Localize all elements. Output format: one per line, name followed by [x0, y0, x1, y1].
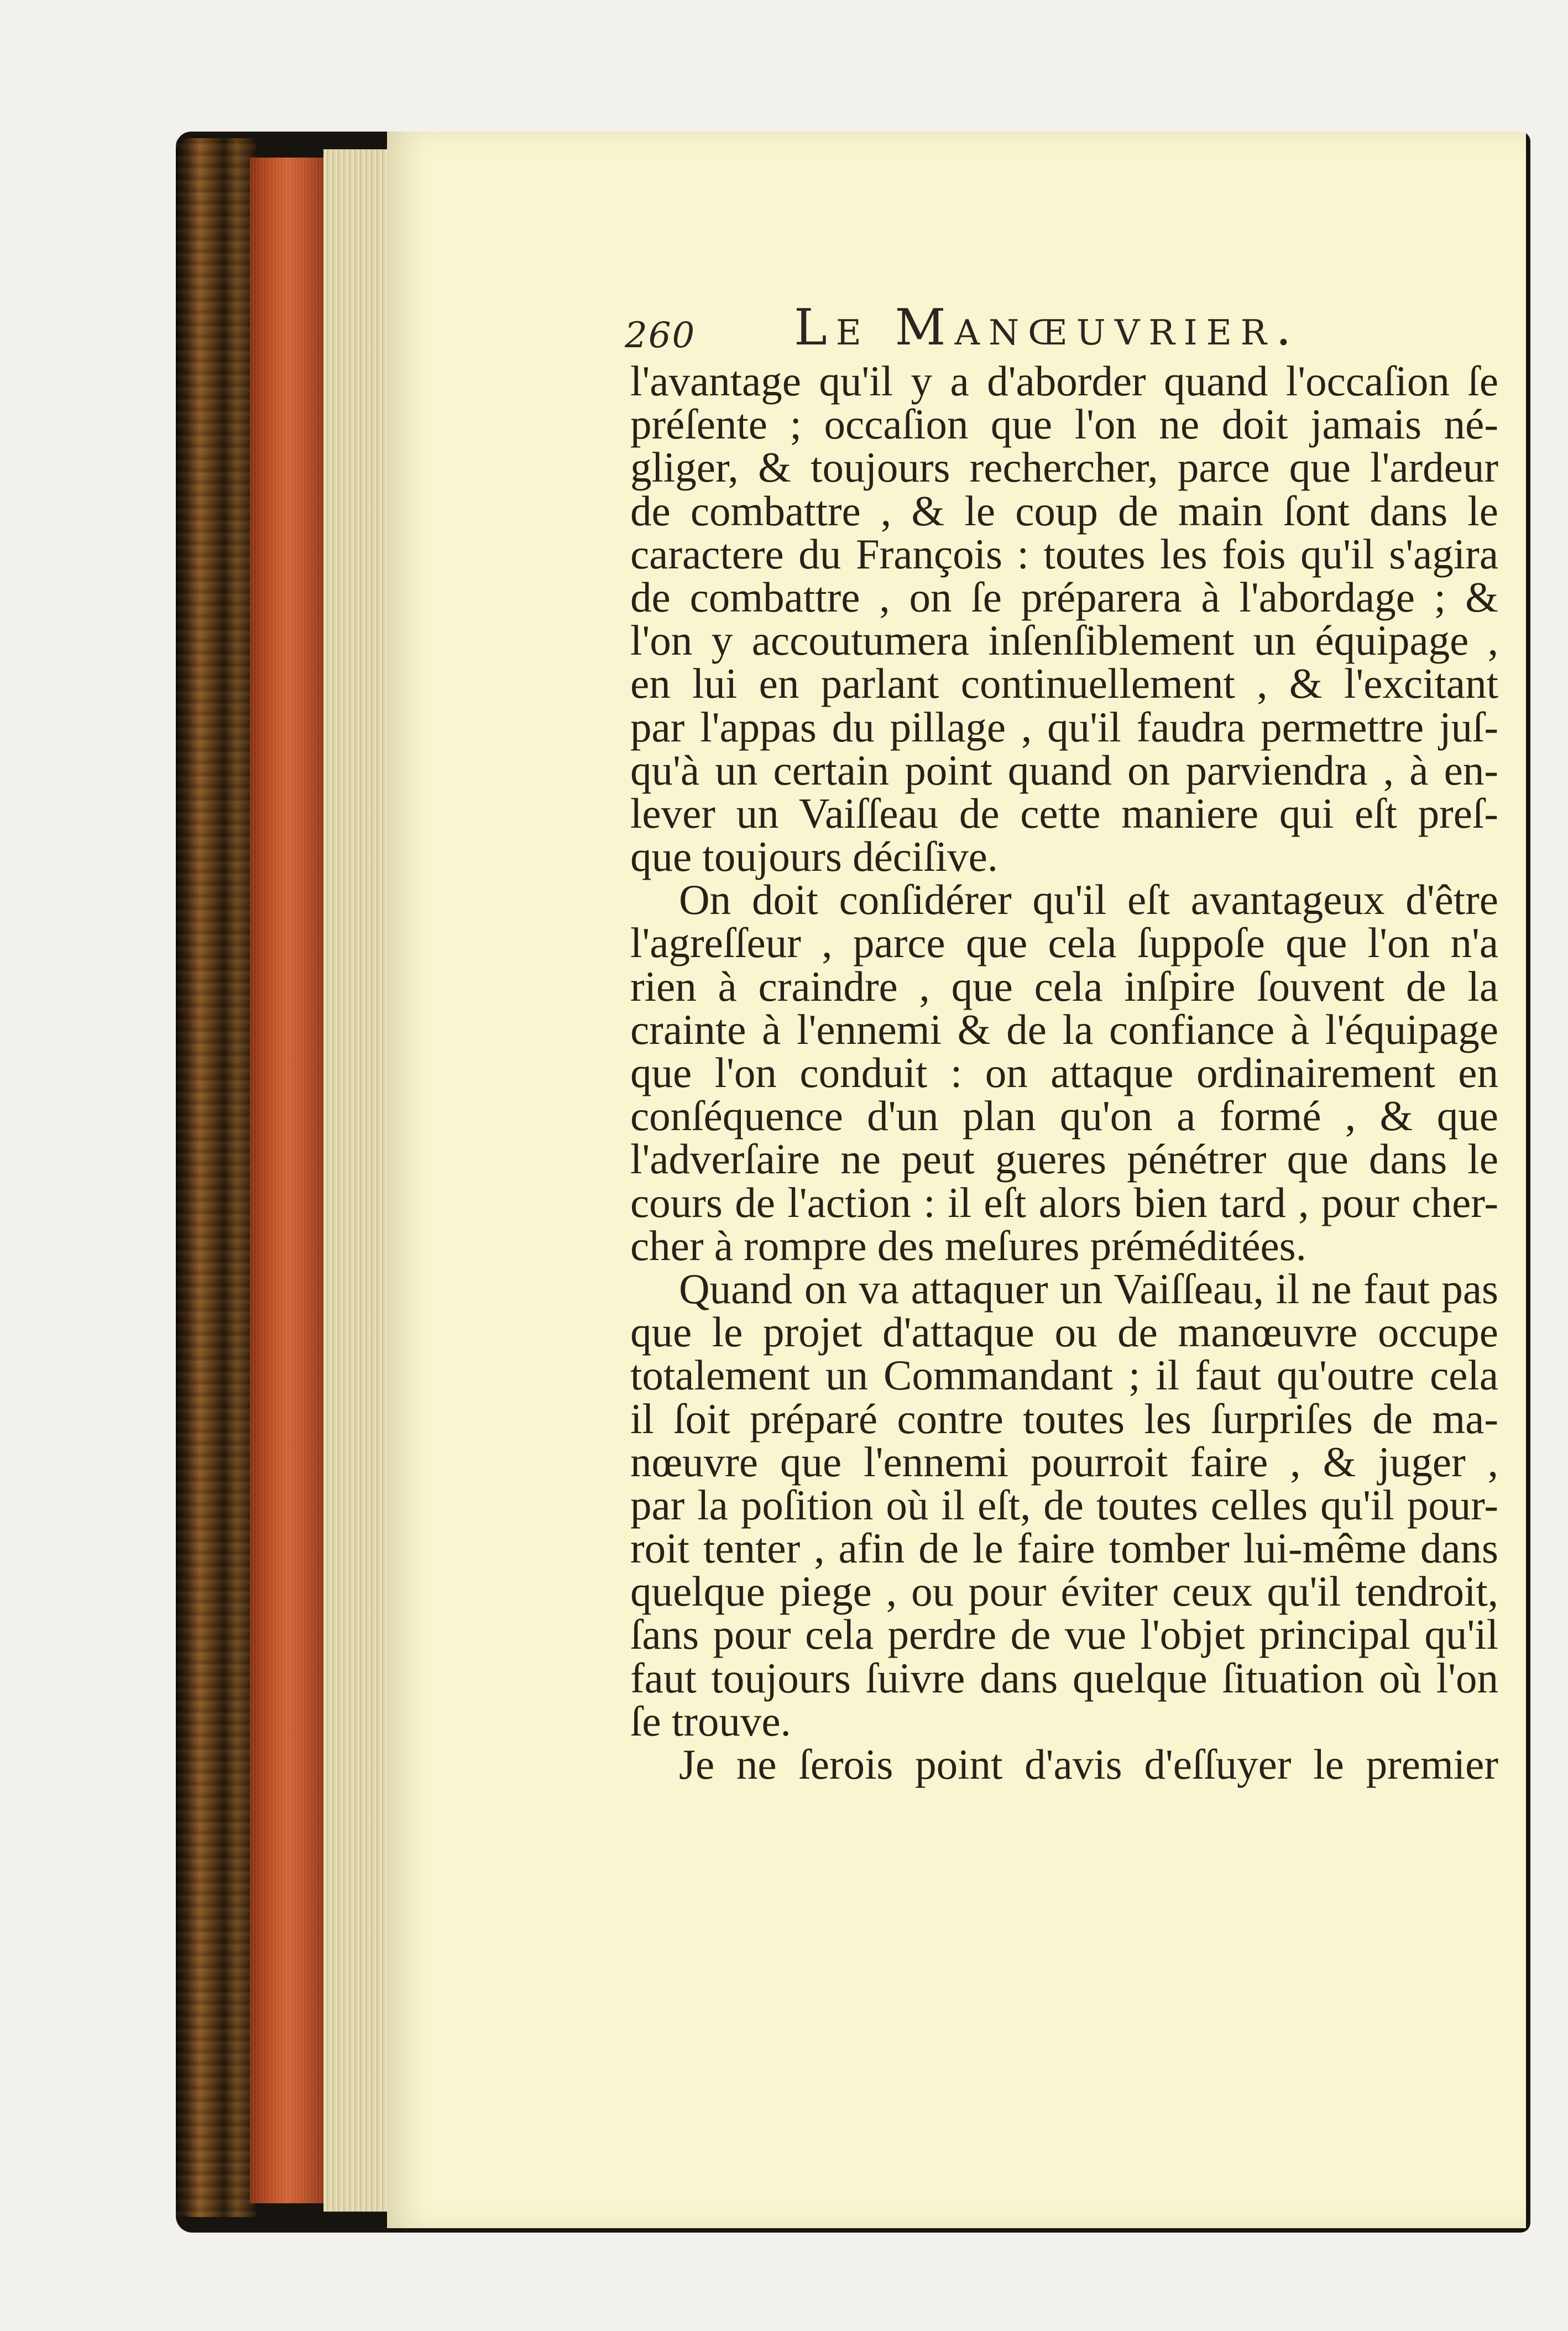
text-line: en lui en parlant continuellement , & l'excitant	[630, 660, 1498, 708]
text-line: rien à craindre , que cela inſpire ſouvent de la	[630, 962, 1498, 1010]
text-line: totalement un Commandant ; il faut qu'outre cela	[630, 1351, 1498, 1399]
text-line: l'avantage qu'il y a d'aborder quand l'occaſion ſe	[630, 357, 1498, 405]
text-line: qu'à un certain point quand on parviendra , à en-	[630, 746, 1498, 794]
text-line: roit tenter , afin de le faire tomber lui-même dans	[630, 1524, 1498, 1572]
text-line: lever un Vaiſſeau de cette maniere qui eſt preſ-	[630, 789, 1498, 837]
text-line: préſente ; occaſion que l'on ne doit jamais né-	[630, 400, 1498, 448]
text-line: de combattre , & le coup de main ſont dans le	[630, 487, 1498, 535]
text-line: Je ne ſerois point d'avis d'eſſuyer le premier	[679, 1741, 1498, 1788]
text-line: ſans pour cela perdre de vue l'objet principal qu'il	[630, 1611, 1498, 1659]
text-line: l'adverſaire ne peut gueres pénétrer que dans le	[630, 1135, 1498, 1183]
text-line: par la poſition où il eſt, de toutes celles qu'il pour-	[630, 1481, 1498, 1529]
text-line: que l'on conduit : on attaque ordinairement en	[630, 1049, 1498, 1096]
text-line: l'agreſſeur , parce que cela ſuppoſe que l'on n'a	[630, 919, 1498, 967]
text-line: gliger, & toujours rechercher, parce que l'ardeur	[630, 443, 1498, 492]
text-line: que toujours déciſive.	[630, 833, 999, 881]
text-line: quelque piege , ou pour éviter ceux qu'il tendroit,	[630, 1567, 1498, 1616]
text-line: faut toujours ſuivre dans quelque ſituation où l'on	[630, 1654, 1498, 1702]
page-header	[625, 299, 1454, 365]
text-line: caractere du François : toutes les fois qu'il s'agira	[630, 530, 1498, 578]
running-head: Le Manœuvrier.	[794, 299, 1300, 357]
text-line: cher à rompre des meſures préméditées.	[630, 1221, 1306, 1269]
text-line: cours de l'action : il eſt alors bien tard , pour cher-	[630, 1178, 1498, 1226]
text-line: On doit conſidérer qu'il eſt avantageux d'être	[679, 876, 1498, 924]
text-line: il ſoit préparé contre toutes les ſurpriſes de ma-	[630, 1394, 1498, 1442]
text-line: crainte à l'ennemi & de la confiance à l'équipage	[630, 1005, 1498, 1053]
page-stack	[323, 149, 389, 2212]
red-page-edge	[250, 158, 325, 2203]
text-line: que le projet d'attaque ou de manœuvre occupe	[630, 1308, 1498, 1356]
text-line: de combattre , on ſe préparera à l'abordage ; &	[630, 573, 1498, 621]
body-text	[630, 359, 1498, 1786]
text-line: conſéquence d'un plan qu'on a formé , & que	[630, 1092, 1498, 1140]
leather-spine	[176, 138, 256, 2217]
text-line: l'on y accoutumera inſenſiblement un équipage ,	[630, 616, 1498, 665]
text-line: ſe trouve.	[630, 1697, 791, 1745]
page-number: 260	[625, 315, 696, 356]
text-line: Quand on va attaquer un Vaiſſeau, il ne faut pas	[679, 1264, 1498, 1313]
text-line: nœuvre que l'ennemi pourroit faire , & juger ,	[630, 1438, 1498, 1486]
text-line: par l'appas du pillage , qu'il faudra permettre juſ-	[630, 703, 1498, 751]
